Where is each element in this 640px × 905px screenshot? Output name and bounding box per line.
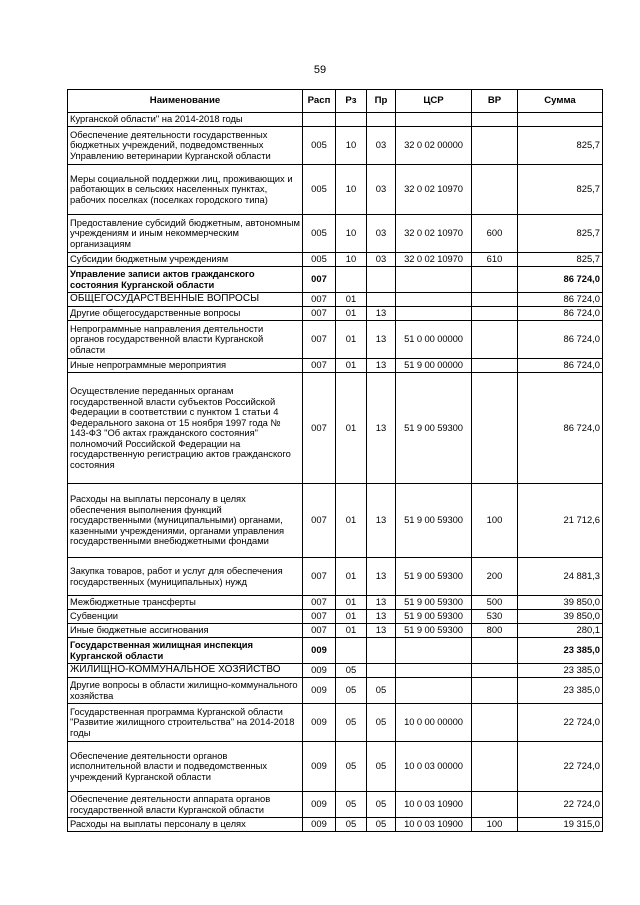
cell-rz: 01 [336, 624, 367, 638]
cell-vr [472, 307, 518, 321]
cell-name: Обеспечение деятельности аппарата органов государственной власти Курганской области [68, 792, 303, 818]
cell-rasp: 009 [303, 792, 336, 818]
cell-csr: 51 9 00 59300 [396, 610, 472, 624]
cell-vr [472, 638, 518, 664]
cell-pr: 03 [367, 127, 396, 165]
cell-name: Государственная жилищная инспекция Курганской области [68, 638, 303, 664]
table-header [68, 90, 603, 113]
cell-rz [336, 267, 367, 293]
cell-rasp: 007 [303, 373, 336, 484]
cell-pr: 05 [367, 818, 396, 832]
cell-csr: 32 0 02 10970 [396, 215, 472, 253]
cell-rasp: 009 [303, 678, 336, 704]
cell-sum: 86 724,0 [518, 373, 603, 484]
cell-vr [472, 359, 518, 373]
cell-rz [336, 113, 367, 127]
cell-rasp [303, 113, 336, 127]
cell-vr: 800 [472, 624, 518, 638]
cell-pr: 13 [367, 359, 396, 373]
table-row [68, 596, 603, 610]
cell-vr [472, 792, 518, 818]
cell-pr [367, 293, 396, 307]
cell-sum: 39 850,0 [518, 596, 603, 610]
cell-vr [472, 373, 518, 484]
cell-rz: 10 [336, 215, 367, 253]
cell-pr: 05 [367, 742, 396, 792]
cell-sum: 86 724,0 [518, 267, 603, 293]
page-number: 59 [313, 64, 327, 76]
cell-sum: 23 385,0 [518, 638, 603, 664]
cell-csr: 10 0 03 00000 [396, 742, 472, 792]
cell-name: Управление записи актов гражданского состояния Курганской области [68, 267, 303, 293]
cell-rz: 01 [336, 293, 367, 307]
cell-vr [472, 165, 518, 215]
table-row [68, 321, 603, 359]
cell-sum: 86 724,0 [518, 321, 603, 359]
cell-csr [396, 638, 472, 664]
cell-sum: 825,7 [518, 165, 603, 215]
cell-csr: 10 0 00 00000 [396, 704, 472, 742]
cell-sum: 19 315,0 [518, 818, 603, 832]
cell-sum: 23 385,0 [518, 664, 603, 678]
cell-rasp: 009 [303, 638, 336, 664]
header-name: Наименование [68, 90, 303, 113]
budget-table [67, 89, 603, 832]
table-row [68, 165, 603, 215]
cell-name: ЖИЛИЩНО-КОММУНАЛЬНОЕ ХОЗЯЙСТВО [68, 664, 303, 678]
header-rasp: Расп [303, 90, 336, 113]
table-row [68, 704, 603, 742]
cell-name: Межбюджетные трансферты [68, 596, 303, 610]
cell-rasp: 005 [303, 215, 336, 253]
cell-rz: 05 [336, 818, 367, 832]
cell-csr: 51 9 00 59300 [396, 558, 472, 596]
cell-pr: 13 [367, 373, 396, 484]
cell-rasp: 005 [303, 165, 336, 215]
cell-sum: 280,1 [518, 624, 603, 638]
cell-rz: 01 [336, 484, 367, 558]
cell-sum: 825,7 [518, 127, 603, 165]
cell-rasp: 007 [303, 359, 336, 373]
cell-rasp: 009 [303, 742, 336, 792]
cell-pr: 13 [367, 321, 396, 359]
cell-vr [472, 113, 518, 127]
cell-csr: 32 0 02 10970 [396, 165, 472, 215]
cell-rasp: 009 [303, 818, 336, 832]
cell-csr: 32 0 02 10970 [396, 253, 472, 267]
cell-rasp: 007 [303, 624, 336, 638]
cell-pr [367, 638, 396, 664]
cell-pr: 13 [367, 558, 396, 596]
cell-csr: 51 9 00 59300 [396, 596, 472, 610]
cell-sum: 21 712,6 [518, 484, 603, 558]
cell-pr: 05 [367, 704, 396, 742]
cell-csr [396, 293, 472, 307]
cell-name: Обеспечение деятельности органов исполнительной власти и подведомственных учреждений Курганской области [68, 742, 303, 792]
cell-vr [472, 127, 518, 165]
cell-sum: 86 724,0 [518, 359, 603, 373]
cell-vr: 100 [472, 484, 518, 558]
cell-rz: 10 [336, 127, 367, 165]
cell-name: Курганской области" на 2014-2018 годы [68, 113, 303, 127]
cell-pr: 13 [367, 484, 396, 558]
cell-name: Субвенции [68, 610, 303, 624]
cell-csr: 51 0 00 00000 [396, 321, 472, 359]
cell-name: Субсидии бюджетным учреждениям [68, 253, 303, 267]
cell-rasp: 007 [303, 267, 336, 293]
cell-csr: 10 0 03 10900 [396, 818, 472, 832]
table-row [68, 638, 603, 664]
table-row [68, 359, 603, 373]
cell-rz: 05 [336, 704, 367, 742]
cell-name: ОБЩЕГОСУДАРСТВЕННЫЕ ВОПРОСЫ [68, 293, 303, 307]
cell-name: Осуществление переданных органам государственной власти субъектов Российской Федерации в соответствии с пунктом 1 статьи 4 Федерального закона от 15 ноября 1997 года № 143-ФЗ "Об актах гражданского состояния" полномочий Российской Федерации на государственную регистрацию актов гражданского состояния [68, 373, 303, 484]
cell-rasp: 007 [303, 293, 336, 307]
cell-csr: 51 9 00 59300 [396, 624, 472, 638]
cell-rasp: 005 [303, 253, 336, 267]
cell-csr [396, 664, 472, 678]
cell-name: Другие общегосударственные вопросы [68, 307, 303, 321]
table-row [68, 215, 603, 253]
cell-pr [367, 267, 396, 293]
cell-pr: 03 [367, 215, 396, 253]
cell-csr: 32 0 02 00000 [396, 127, 472, 165]
cell-pr [367, 113, 396, 127]
cell-name: Меры социальной поддержки лиц, проживающих и работающих в сельских населенных пунктах, рабочих поселках (поселках городского типа) [68, 165, 303, 215]
cell-rz: 10 [336, 165, 367, 215]
table-row [68, 127, 603, 165]
cell-pr: 13 [367, 596, 396, 610]
cell-name: Иные бюджетные ассигнования [68, 624, 303, 638]
cell-name: Предоставление субсидий бюджетным, автономным учреждениям и иным некоммерческим организациям [68, 215, 303, 253]
cell-sum: 23 385,0 [518, 678, 603, 704]
cell-pr: 03 [367, 253, 396, 267]
cell-rasp: 007 [303, 558, 336, 596]
table-row [68, 267, 603, 293]
cell-sum: 22 724,0 [518, 704, 603, 742]
cell-rz: 01 [336, 321, 367, 359]
cell-vr [472, 704, 518, 742]
cell-vr [472, 293, 518, 307]
cell-csr [396, 678, 472, 704]
cell-rz [336, 638, 367, 664]
cell-name: Расходы на выплаты персоналу в целях обеспечения выполнения функций государственными (муниципальными) органами, казенными учреждениями, органами управления государственными внебюджетными фондами [68, 484, 303, 558]
cell-vr: 500 [472, 596, 518, 610]
cell-vr [472, 321, 518, 359]
cell-vr: 600 [472, 215, 518, 253]
header-csr: ЦСР [396, 90, 472, 113]
cell-sum: 22 724,0 [518, 742, 603, 792]
table-row [68, 664, 603, 678]
cell-rz: 01 [336, 307, 367, 321]
cell-rz: 01 [336, 359, 367, 373]
table-row [68, 610, 603, 624]
table-row [68, 253, 603, 267]
cell-csr: 10 0 03 10900 [396, 792, 472, 818]
cell-pr: 13 [367, 610, 396, 624]
cell-rasp: 009 [303, 664, 336, 678]
table-row [68, 792, 603, 818]
cell-pr: 05 [367, 678, 396, 704]
table-row [68, 484, 603, 558]
cell-csr: 51 9 00 59300 [396, 373, 472, 484]
cell-sum: 39 850,0 [518, 610, 603, 624]
cell-rz: 01 [336, 596, 367, 610]
table-row [68, 307, 603, 321]
table-row [68, 742, 603, 792]
cell-rasp: 009 [303, 704, 336, 742]
cell-rz: 05 [336, 678, 367, 704]
cell-rz: 05 [336, 742, 367, 792]
cell-csr [396, 307, 472, 321]
cell-name: Расходы на выплаты персоналу в целях [68, 818, 303, 832]
cell-rasp: 005 [303, 127, 336, 165]
cell-rz: 05 [336, 664, 367, 678]
table-row [68, 293, 603, 307]
cell-sum: 22 724,0 [518, 792, 603, 818]
cell-name: Закупка товаров, работ и услуг для обеспечения государственных (муниципальных) нужд [68, 558, 303, 596]
table-row [68, 678, 603, 704]
table-row [68, 624, 603, 638]
cell-rasp: 007 [303, 610, 336, 624]
cell-pr: 05 [367, 792, 396, 818]
cell-vr: 100 [472, 818, 518, 832]
cell-rasp: 007 [303, 307, 336, 321]
cell-pr: 13 [367, 624, 396, 638]
cell-csr: 51 9 00 59300 [396, 484, 472, 558]
cell-vr [472, 742, 518, 792]
table-body [68, 113, 603, 832]
cell-rz: 01 [336, 610, 367, 624]
cell-csr [396, 267, 472, 293]
header-vr: ВР [472, 90, 518, 113]
header-sum: Сумма [518, 90, 603, 113]
header-rz: Рз [336, 90, 367, 113]
cell-name: Другие вопросы в области жилищно-коммунального хозяйства [68, 678, 303, 704]
table-row [68, 818, 603, 832]
cell-sum: 86 724,0 [518, 293, 603, 307]
cell-rz: 05 [336, 792, 367, 818]
cell-pr: 13 [367, 307, 396, 321]
cell-rasp: 007 [303, 596, 336, 610]
cell-vr: 530 [472, 610, 518, 624]
cell-vr: 200 [472, 558, 518, 596]
cell-pr [367, 664, 396, 678]
cell-csr: 51 9 00 00000 [396, 359, 472, 373]
cell-sum: 825,7 [518, 253, 603, 267]
cell-csr [396, 113, 472, 127]
table-row [68, 558, 603, 596]
cell-vr [472, 678, 518, 704]
cell-sum: 825,7 [518, 215, 603, 253]
cell-rz: 01 [336, 373, 367, 484]
cell-name: Непрограммные направления деятельности органов государственной власти Курганской области [68, 321, 303, 359]
cell-name: Иные непрограммные мероприятия [68, 359, 303, 373]
cell-sum: 24 881,3 [518, 558, 603, 596]
table-row [68, 113, 603, 127]
cell-sum [518, 113, 603, 127]
cell-vr [472, 267, 518, 293]
cell-rz: 10 [336, 253, 367, 267]
cell-vr: 610 [472, 253, 518, 267]
cell-rasp: 007 [303, 484, 336, 558]
cell-vr [472, 664, 518, 678]
cell-pr: 03 [367, 165, 396, 215]
table-row [68, 373, 603, 484]
header-pr: Пр [367, 90, 396, 113]
cell-rasp: 007 [303, 321, 336, 359]
cell-name: Государственная программа Курганской области "Развитие жилищного строительства" на 2014-2018 годы [68, 704, 303, 742]
cell-name: Обеспечение деятельности государственных бюджетных учреждений, подведомственных Управлению ветеринарии Курганской области [68, 127, 303, 165]
cell-sum: 86 724,0 [518, 307, 603, 321]
cell-rz: 01 [336, 558, 367, 596]
